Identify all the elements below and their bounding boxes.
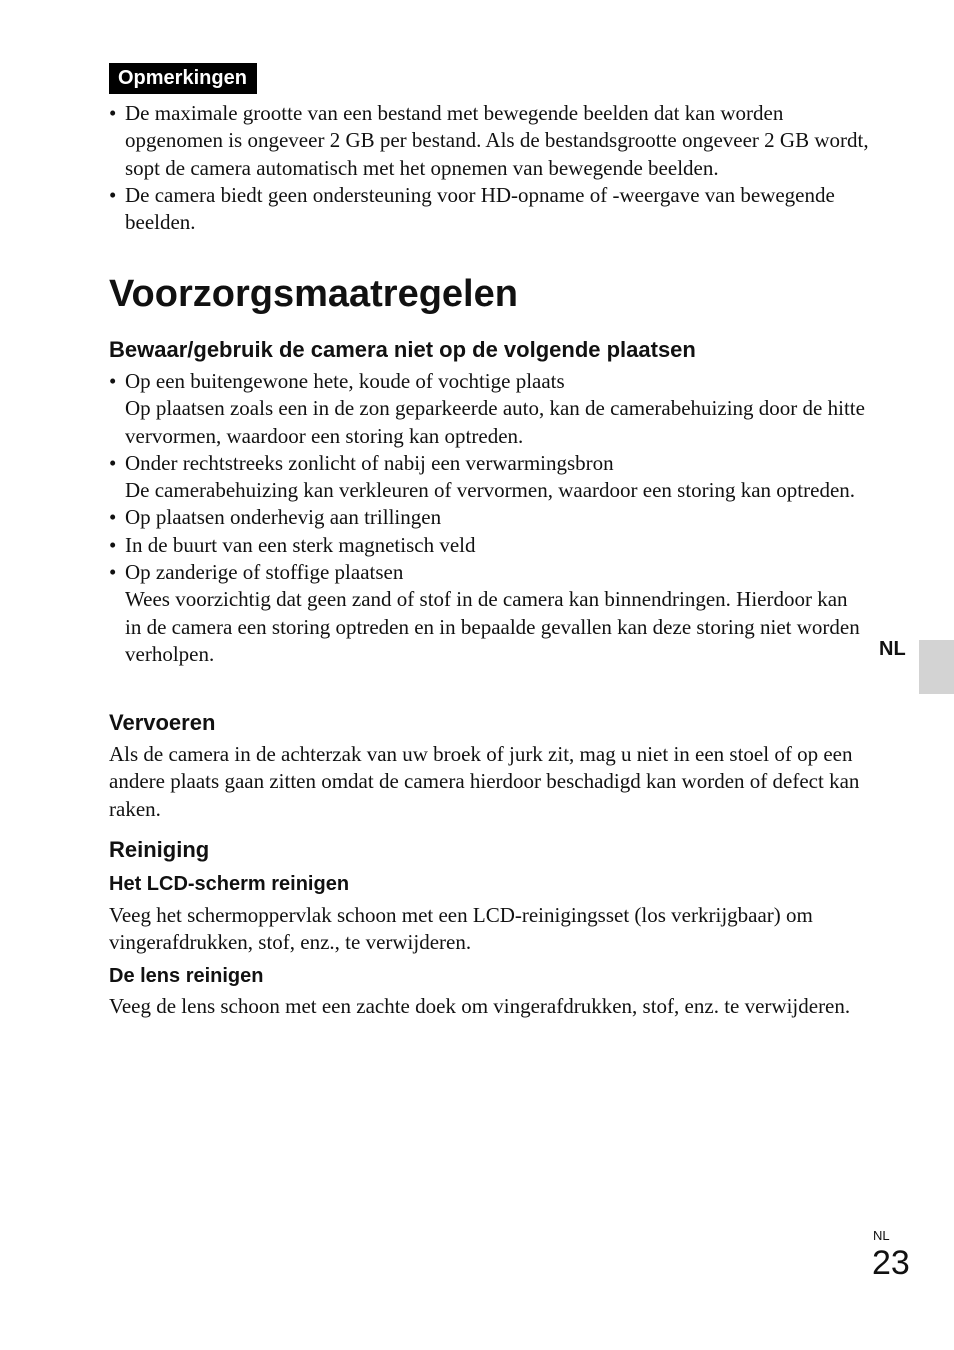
bullet: • [109,505,117,530]
item-title: Onder rechtstreeks zonlicht of nabij een verwarmingsbron [125,450,614,475]
bullet: • [109,369,117,393]
bullet: • [109,532,117,557]
transport-heading: Vervoeren [109,710,216,735]
lcd-text: Veeg het schermoppervlak schoon met een LCD-reinigingsset (los verkrijgbaar) om vingerafdrukken, stof, enz., te verwijderen. [109,903,813,955]
notes-label: Opmerkingen [109,63,257,94]
list-item [109,182,869,237]
list-item [109,450,869,505]
list-item [109,504,869,531]
notes-list [109,100,869,236]
list-item [109,368,869,450]
item-title: In de buurt van een sterk magnetisch veld [125,532,476,557]
item-detail: De camerabehuizing kan verkleuren of vervormen, waardoor een storing kan optreden. [125,478,856,503]
note-text: De maximale grootte van een bestand met bewegende beelden dat kan worden opgenomen is ongeveer 2 GB per bestand. Als de bestandsgrootte ongeveer 2 GB wordt, sopt de camera automatisch met het opnemen van bewegende beelden. [125,101,869,180]
page-title: Voorzorgsmaatregelen [109,273,518,315]
list-item [109,100,869,182]
list-item [109,559,869,668]
item-title: Op zanderige of stoffige plaatsen [125,560,404,585]
bullet: • [109,560,117,585]
page-number: 23 [872,1244,910,1282]
item-title: Op plaatsen onderhevig aan trillingen [125,505,442,530]
side-tab [919,640,954,694]
list-item [109,532,869,559]
bullet: • [109,182,117,207]
footer-language: NL [873,1228,890,1243]
transport-text: Als de camera in de achterzak van uw broek of jurk zit, mag u niet in een stoel of op een andere plaats gaan zitten omdat de camera hierdoor beschadigd kan worden of defect kan raken. [109,742,860,821]
storage-heading: Bewaar/gebruik de camera niet op de volgende plaatsen [109,337,696,362]
lcd-heading: Het LCD-scherm reinigen [109,873,350,895]
cleaning-heading: Reiniging [109,837,210,862]
item-detail: Wees voorzichtig dat geen zand of stof in de camera kan binnendringen. Hierdoor kan in de camera een storing optreden en in bepaalde gevallen kan deze storing niet worden verholpen. [125,587,860,666]
storage-list [109,368,869,668]
item-title: Op een buitengewone hete, koude of vochtige plaats [125,369,565,393]
lens-text: Veeg de lens schoon met een zachte doek om vingerafdrukken, stof, enz. te verwijderen. [109,994,851,1018]
item-detail: Op plaatsen zoals een in de zon geparkeerde auto, kan de camerabehuizing door de hitte vervormen, waardoor een storing kan optreden. [125,396,865,448]
side-tab-language: NL [879,638,906,660]
bullet: • [109,101,117,125]
bullet: • [109,450,117,475]
lens-heading: De lens reinigen [109,965,264,987]
note-text: De camera biedt geen ondersteuning voor HD-opname of -weergave van bewegende beelden. [125,182,835,235]
